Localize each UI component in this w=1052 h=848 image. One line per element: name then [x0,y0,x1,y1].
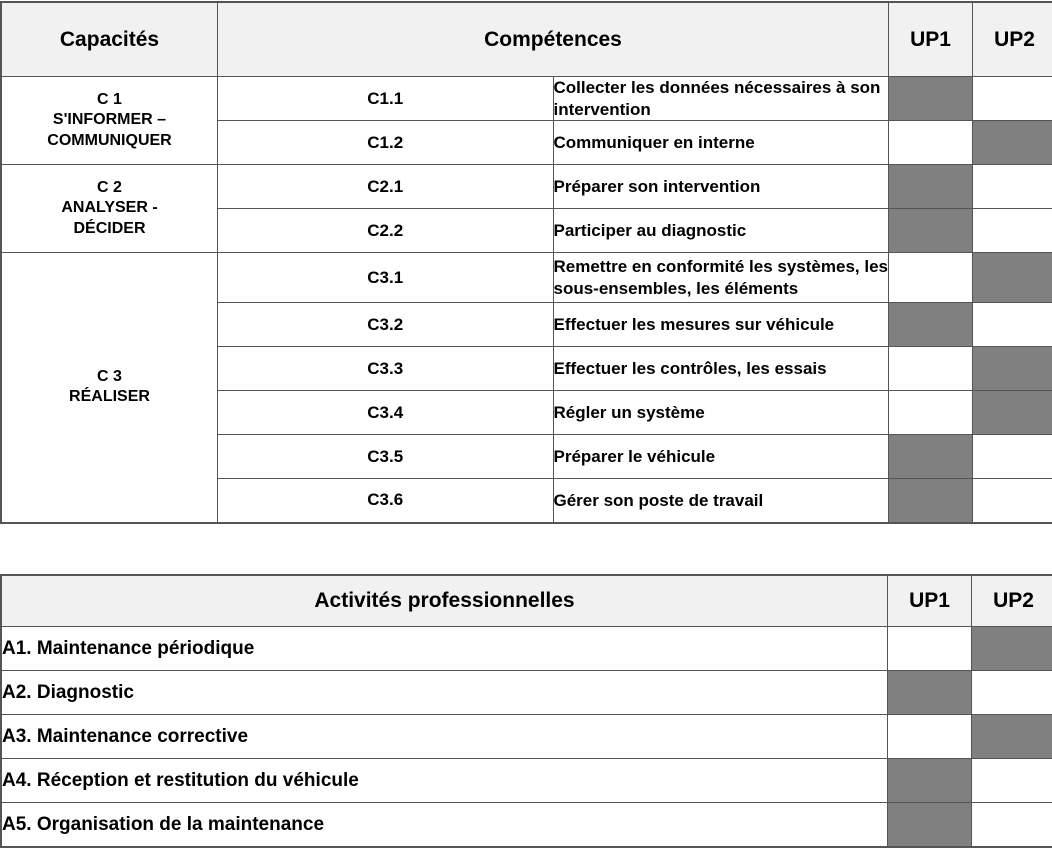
competence-code: C3.3 [218,347,554,391]
competence-up1-checkbox[interactable] [889,479,973,523]
competence-up1-checkbox[interactable] [889,303,973,347]
competence-label: Préparer son intervention [553,165,889,209]
competence-code: C2.1 [218,165,554,209]
competence-up2-checkbox[interactable] [973,479,1052,523]
document-page [0,1,1052,846]
activity-label: A3. Maintenance corrective [1,715,888,759]
competence-row [1,77,1052,121]
activity-up1-checkbox[interactable] [888,715,972,759]
competence-up2-checkbox[interactable] [973,347,1052,391]
activity-row [1,627,1052,671]
competence-up2-checkbox[interactable] [973,77,1052,121]
competence-up1-checkbox[interactable] [889,121,973,165]
activity-row [1,715,1052,759]
competence-label: Effectuer les mesures sur véhicule [553,303,889,347]
competence-up2-checkbox[interactable] [973,165,1052,209]
competence-code: C3.2 [218,303,554,347]
activity-up1-checkbox[interactable] [888,627,972,671]
column-header-up2: UP2 [973,2,1052,77]
competence-label: Préparer le véhicule [553,435,889,479]
competence-code: C3.1 [218,253,554,303]
column-header-activites: Activités professionnelles [1,575,888,627]
competence-up1-checkbox[interactable] [889,435,973,479]
activity-label: A5. Organisation de la maintenance [1,803,888,848]
activities-table-body [1,627,1052,848]
activity-row [1,671,1052,715]
competence-code: C3.5 [218,435,554,479]
column-header-up1: UP1 [889,2,973,77]
competence-label: Gérer son poste de travail [553,479,889,523]
competence-code: C1.2 [218,121,554,165]
competence-up2-checkbox[interactable] [973,435,1052,479]
competence-up2-checkbox[interactable] [973,121,1052,165]
competence-up1-checkbox[interactable] [889,165,973,209]
competence-up2-checkbox[interactable] [973,391,1052,435]
competence-label: Effectuer les contrôles, les essais [553,347,889,391]
activity-label: A4. Réception et restitution du véhicule [1,759,888,803]
competences-table [0,1,1052,524]
column-header-activities-up2: UP2 [972,575,1052,627]
activity-up2-checkbox[interactable] [972,671,1052,715]
capacity-cell-3: C 3 RÉALISER [1,253,218,523]
activity-label: A1. Maintenance périodique [1,627,888,671]
competences-table-head [1,2,1052,77]
competence-up1-checkbox[interactable] [889,209,973,253]
activity-up1-checkbox[interactable] [888,803,972,848]
activities-header-row [1,575,1052,627]
competence-up2-checkbox[interactable] [973,253,1052,303]
column-header-competences: Compétences [218,2,889,77]
competence-label: Participer au diagnostic [553,209,889,253]
competence-code: C2.2 [218,209,554,253]
competences-table-body [1,77,1052,523]
competence-up1-checkbox[interactable] [889,77,973,121]
activities-table-head [1,575,1052,627]
competence-label: Collecter les données nécessaires à son intervention [553,77,889,121]
activity-up1-checkbox[interactable] [888,759,972,803]
activities-table [0,574,1052,848]
competence-code: C3.6 [218,479,554,523]
competence-up2-checkbox[interactable] [973,209,1052,253]
competence-up1-checkbox[interactable] [889,347,973,391]
competence-code: C3.4 [218,391,554,435]
competence-code: C1.1 [218,77,554,121]
capacity-cell-2: C 2 ANALYSER - DÉCIDER [1,165,218,253]
competence-up1-checkbox[interactable] [889,391,973,435]
competence-label: Régler un système [553,391,889,435]
capacity-cell-1: C 1 S'INFORMER – COMMUNIQUER [1,77,218,165]
column-header-capacites: Capacités [1,2,218,77]
competences-header-row [1,2,1052,77]
competence-row [1,165,1052,209]
activity-up2-checkbox[interactable] [972,759,1052,803]
activity-label: A2. Diagnostic [1,671,888,715]
activity-row [1,759,1052,803]
activity-up2-checkbox[interactable] [972,803,1052,848]
activity-up1-checkbox[interactable] [888,671,972,715]
competence-label: Remettre en conformité les systèmes, les sous-ensembles, les éléments [553,253,889,303]
activity-row [1,803,1052,848]
column-header-activities-up1: UP1 [888,575,972,627]
activity-up2-checkbox[interactable] [972,715,1052,759]
competence-up1-checkbox[interactable] [889,253,973,303]
competence-label: Communiquer en interne [553,121,889,165]
competence-row [1,253,1052,303]
competence-up2-checkbox[interactable] [973,303,1052,347]
activity-up2-checkbox[interactable] [972,627,1052,671]
